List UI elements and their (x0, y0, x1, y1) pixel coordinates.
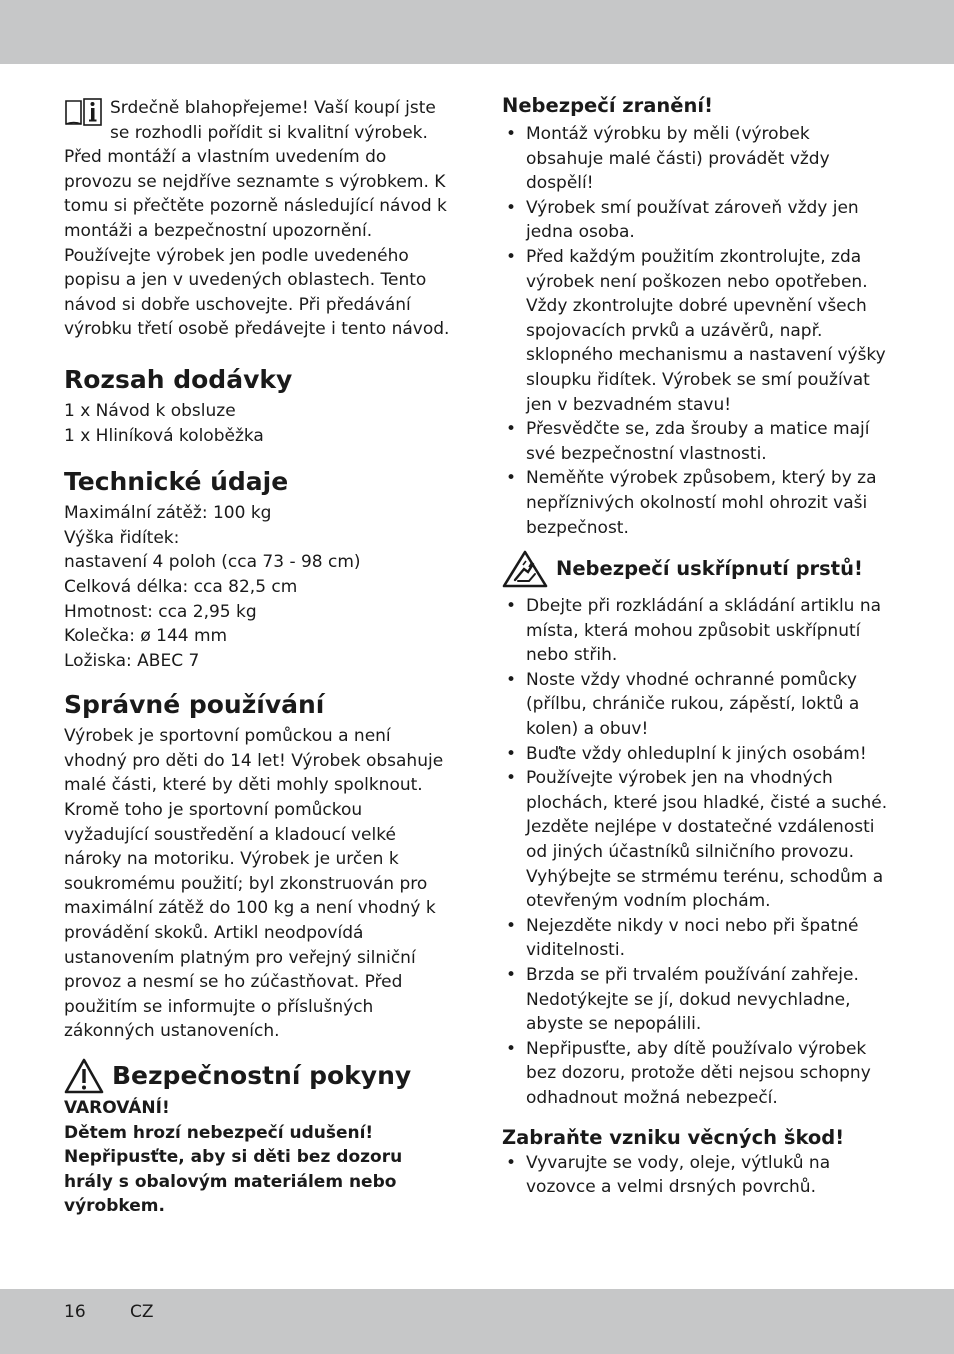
finger-pinch-warning-icon (502, 550, 548, 588)
pinch-heading: Nebezpečí uskřípnutí prstů! (556, 557, 863, 581)
spec-line: nastavení 4 poloh (cca 73 - 98 cm) (64, 552, 361, 573)
danger-text: Dětem hrozí nebezpečí udušení! Nepřipusťte, aby si děti bez dozoru hrály s obalovým materiálem nebo výrobkem. (64, 1122, 403, 1217)
usage-text: Výrobek je sportovní pomůckou a není vhodný pro děti do 14 let! Výrobek obsahuje malé části, které by děti mohly spolknout. Kromě toho je sportovní pomůckou vyžadující soustředění a kladoucí velké nároky na motoriku. Výrobek je určen k soukromému použití; byl zkonstruován pro maximální zátěž do 100 kg a není vhodný k provádění skoků. Artikl neodpovídá ustanovením platným pro veřejný silniční provoz a nesmí se ho zúčastňovat. Před použitím se informujte o příslušných zákonných ustanoveních. (64, 726, 444, 1042)
list-item: • Buďte vždy ohleduplní k jiných osobám! (502, 742, 892, 767)
safety-heading-row (64, 1058, 452, 1094)
usage-heading: Správné používání (64, 690, 325, 720)
injury-list (502, 122, 892, 540)
list-item: • Dbejte při rozkládání a skládání artiklu na místa, která mohou způsobit uskřípnutí nebo střih. (502, 594, 892, 668)
safety-heading: Bezpečnostní pokyny (112, 1061, 412, 1090)
list-item: 1 x Hliníková koloběžka (64, 425, 264, 446)
list-item: • Neměňte výrobek způsobem, který by za nepříznivých okolností mohl ohrozit vaši bezpečnost. (502, 466, 892, 540)
list-item: • Nejezděte nikdy v noci nebo při špatné viditelnosti. (502, 914, 892, 963)
left-column (64, 96, 452, 1219)
list-item: • Vyvarujte se vody, oleje, výtluků na vozovce a velmi drsných povrchů. (502, 1151, 892, 1200)
list-item: • Brzda se při trvalém používání zahřeje. Nedotýkejte se jí, dokud nevychladne, abyste se nepopálili. (502, 963, 892, 1037)
spec-line: Ložiska: ABEC 7 (64, 650, 200, 671)
tech-heading: Technické údaje (64, 467, 289, 497)
scope-heading: Rozsah dodávky (64, 364, 293, 394)
header-band (0, 0, 954, 64)
right-column (502, 93, 892, 1200)
warning-label: VAROVÁNÍ! (64, 1098, 170, 1118)
list-item: • Montáž výrobku by měli (výrobek obsahuje malé části) provádět vždy dospělí! (502, 122, 892, 196)
info-book-icon (64, 98, 104, 128)
damage-heading: Zabraňte vzniku věcných škod! (502, 1125, 845, 1149)
spec-line: Maximální zátěž: 100 kg (64, 503, 272, 524)
pinch-heading-row (502, 550, 892, 588)
spec-line: Hmotnost: cca 2,95 kg (64, 601, 257, 622)
spec-line: Výška řidítek: (64, 527, 180, 548)
list-item: • Používejte výrobek jen na vhodných plochách, které jsou hladké, čisté a suché. Jezděte nejlépe v dostatečné vzdálenosti od jiných účastníků silničního provozu. Vyhýbejte se strmému terénu, schodům a otevřeným vodním plochám. (502, 766, 892, 914)
language-code: CZ (130, 1302, 154, 1322)
list-item: • Před každým použitím zkontrolujte, zda výrobek není poškozen nebo opotřeben. Vždy zkontrolujte dobré upevnění všech spojovacích prvků a uzávěrů, např. sklopného mechanismu a nastavení výšky sloupku řidítek. Výrobek se smí používat jen v bezvadném stavu! (502, 245, 892, 417)
spec-line: Celková délka: cca 82,5 cm (64, 576, 298, 597)
tech-list (64, 501, 452, 673)
intro-text: Srdečně blahopřejeme! Vaší koupí jste se rozhodli pořídit si kvalitní výrobek. Před montáží a vlastním uvedením do provozu se nejdříve seznamte s výrobkem. K tomu si přečtěte pozorně následující návod k montáži a bezpečnostní upozornění. Používejte výrobek jen podle uvedeného popisu a jen v uvedených oblastech. Tento návod si dobře uschovejte. Při předávání výrobku třetí osobě předávejte i tento návod. (64, 98, 450, 340)
warning-triangle-icon (64, 1058, 104, 1094)
list-item: 1 x Návod k obsluze (64, 400, 236, 421)
page-number: 16 (64, 1302, 86, 1322)
spec-line: Kolečka: ø 144 mm (64, 626, 228, 647)
pinch-list (502, 594, 892, 1110)
injury-heading: Nebezpečí zranění! (502, 94, 713, 117)
scope-list (64, 399, 452, 448)
list-item: • Výrobek smí používat zároveň vždy jen jedna osoba. (502, 196, 892, 245)
list-item: • Nepřipusťte, aby dítě používalo výrobek bez dozoru, protože děti nejsou schopny odhadnout možná nebezpečí. (502, 1037, 892, 1111)
list-item: • Přesvědčte se, zda šrouby a matice mají své bezpečnostní vlastnosti. (502, 417, 892, 466)
list-item: • Noste vždy vhodné ochranné pomůcky (přílbu, chrániče rukou, zápěstí, loktů a kolen) a obuv! (502, 668, 892, 742)
damage-list (502, 1151, 892, 1200)
